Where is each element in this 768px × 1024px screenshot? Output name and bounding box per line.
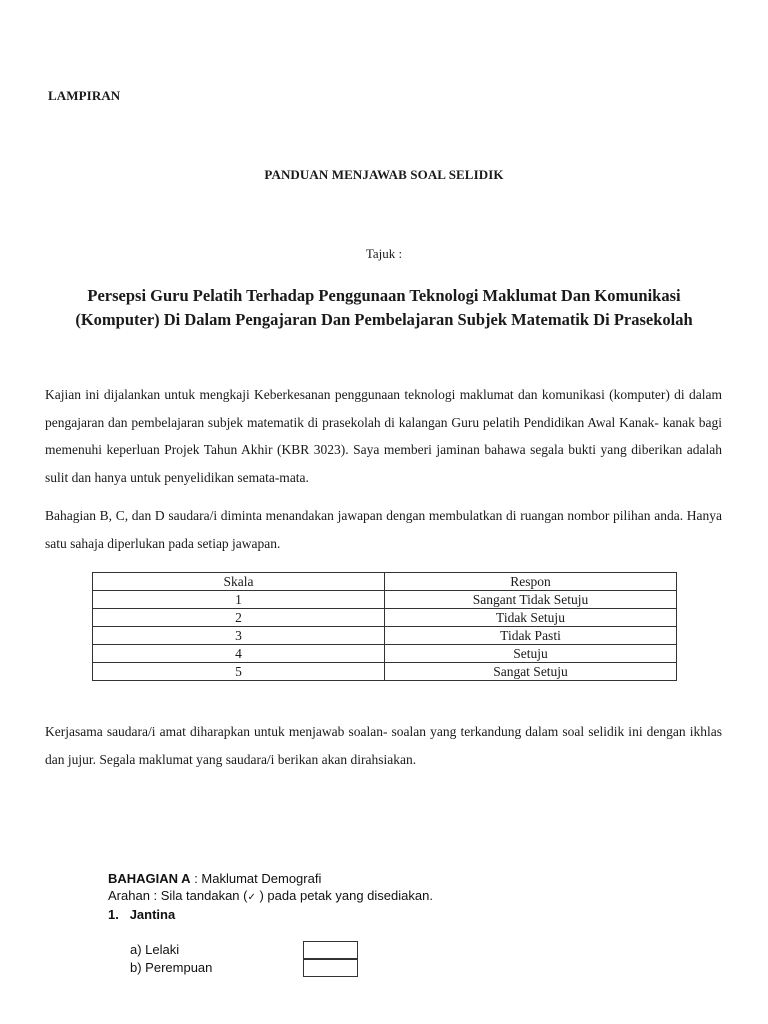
table-cell-scale: 4	[93, 645, 385, 663]
option-male: a) Lelaki	[130, 942, 180, 957]
question-number: 1.	[108, 907, 119, 922]
table-row	[93, 609, 677, 627]
intro-text-2: Bahagian B, C, dan D saudara/i diminta menandakan jawapan dengan membulatkan di ruangan nombor pilihan anda. Hanya satu sahaja diperlukan pada setiap jawapan.	[45, 508, 722, 551]
section-a-title: : Maklumat Demografi	[190, 871, 322, 886]
table-cell-response: Tidak Setuju	[385, 609, 677, 627]
checkbox-female[interactable]	[303, 958, 358, 977]
question-gender	[108, 906, 433, 923]
study-title-line-1: Persepsi Guru Pelatih Terhadap Penggunaan Teknologi Maklumat Dan Komunikasi	[87, 286, 681, 305]
table-cell-scale: 2	[93, 609, 385, 627]
check-icon: ✓	[247, 892, 256, 903]
scale-table	[92, 572, 677, 681]
table-cell-response: Sangant Tidak Setuju	[385, 591, 677, 609]
table-header-scale: Skala	[93, 573, 385, 591]
table-row	[93, 663, 677, 681]
closing-paragraph	[45, 718, 722, 773]
section-a-label: BAHAGIAN A	[108, 871, 191, 886]
table-row	[93, 591, 677, 609]
table-header-row	[93, 573, 677, 591]
table-cell-response: Sangat Setuju	[385, 663, 677, 681]
table-cell-scale: 1	[93, 591, 385, 609]
section-a-heading	[108, 870, 433, 887]
study-title-line-2: (Komputer) Di Dalam Pengajaran Dan Pembelajaran Subjek Matematik Di Prasekolah	[75, 310, 693, 329]
instruction-prefix: Arahan : Sila tandakan (	[108, 888, 248, 903]
appendix-label: LAMPIRAN	[48, 88, 121, 103]
intro-text-1: Kajian ini dijalankan untuk mengkaji Keberkesanan penggunaan teknologi maklumat dan komunikasi (komputer) di dalam pengajaran dan pembelajaran subjek matematik di prasekolah di kalangan Guru pelatih Pendidikan Awal Kanak- kanak bagi memenuhi keperluan Projek Tahun Akhir (KBR 3023). Saya memberi jaminan bahawa segala bukti yang diberikan adalah sulit dan hanya untuk penyelidikan semata-mata.	[45, 387, 722, 485]
section-a-instruction	[108, 887, 433, 906]
option-female: b) Perempuan	[130, 960, 213, 975]
table-cell-scale: 5	[93, 663, 385, 681]
intro-paragraph-1	[45, 381, 722, 491]
closing-text: Kerjasama saudara/i amat diharapkan untuk menjawab soalan- soalan yang terkandung dalam soal selidik ini dengan ikhlas dan jujur. Segala maklumat yang saudara/i berikan akan dirahsiakan.	[45, 724, 722, 767]
study-title	[40, 284, 728, 332]
table-cell-scale: 3	[93, 627, 385, 645]
table-cell-response: Setuju	[385, 645, 677, 663]
table-cell-response: Tidak Pasti	[385, 627, 677, 645]
question-label: Jantina	[129, 907, 176, 922]
table-row	[93, 627, 677, 645]
table-row	[93, 645, 677, 663]
guide-title: PANDUAN MENJAWAB SOAL SELIDIK	[264, 167, 504, 182]
intro-paragraph-2	[45, 502, 722, 557]
instruction-suffix: ) pada petak yang disediakan.	[255, 888, 433, 903]
section-a	[108, 870, 433, 923]
table-header-response: Respon	[385, 573, 677, 591]
tajuk-label: Tajuk :	[365, 246, 403, 261]
